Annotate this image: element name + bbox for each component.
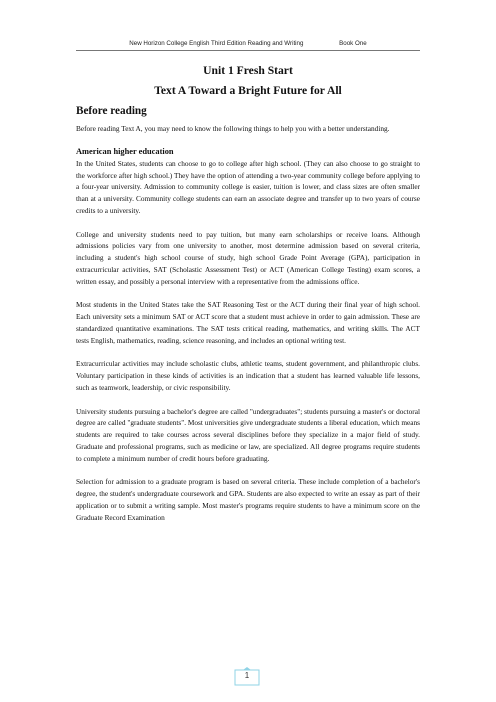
- page-number-badge-tab: [243, 667, 251, 670]
- paragraph-extracurricular: Extracurricular activities may include scholastic clubs, athletic teams, student government, and philanthropic clubs. Voluntary participation in these kinds of activities is an indication that a student has learned valuable life lessons, such as teamwork, leadership, or civic responsibility.: [76, 359, 420, 392]
- paragraph-degrees: University students pursuing a bachelor's degree are called "undergraduates"; students pursuing a master's or doctoral degree are called "graduate students". Most universities give undergraduate students a liberal education, which means students are required to take courses across several disciplines before they specialize in a major field of study. Graduate and professional programs, such as medicine or law, are specialized. All degree programs require students to complete a minimum number of credit hours before graduating.: [76, 406, 420, 463]
- before-reading-intro: Before reading Text A, you may need to know the following things to help you with a better understanding.: [76, 124, 390, 133]
- running-header-book-label: Book One: [339, 40, 367, 47]
- page-number: 1: [244, 671, 250, 680]
- american-higher-education-heading: American higher education: [76, 146, 174, 156]
- paragraph-graduate-admission: Selection for admission to a graduate program is based on several criteria. These include completion of a bachelor's degree, the student's undergraduate coursework and GPA. Students are also expected to write an essay as part of their application or to submit a writing sample. Most master's programs require students to have a minimum score on the Graduate Record Examination: [76, 477, 420, 522]
- paragraph-community-college: In the United States, students can choose to go to college after high school. (They can also choose to go straight to the workforce after high school.) They have the option of attending a two-year community college before applying to a four-year university. Admission to community college is easier, tuition is lower, and class sizes are often smaller than at a university. Community college students can earn an associate degree and transfer up to two years of course credits to a university.: [76, 158, 420, 215]
- running-header-book-title: New Horizon College English Third Edition Reading and Writing: [129, 40, 304, 47]
- running-header: [0, 40, 496, 47]
- paragraph-sat-act: Most students in the United States take the SAT Reasoning Test or the ACT during their final year of high school. Each university sets a minimum SAT or ACT score that a student must achieve in order to gain admission. These are standardized quantitative examinations. The SAT tests critical reading, mathematics, and writing skills. The ACT tests English, mathematics, reading, science reasoning, and includes an optional writing test.: [76, 300, 420, 345]
- header-divider: [76, 50, 420, 51]
- text-title: Text A Toward a Bright Future for All: [154, 84, 342, 97]
- paragraph-tuition-admissions: College and university students need to pay tuition, but many earn scholarships or receive loans. Although admissions policies vary from one university to another, most determine admission based on several criteria, including a student's high school course of study, high school Grade Point Average (GPA), participation in extracurricular activities, SAT (Scholastic Assessment Test) or ACT (American College Testing) exam scores, a written essay, and possibly a personal interview with a representative from the admissions office.: [76, 229, 420, 286]
- page-content: [76, 63, 420, 524]
- page-number-badge: [234, 667, 260, 687]
- before-reading-heading: Before reading: [76, 105, 147, 117]
- unit-title: Unit 1 Fresh Start: [203, 64, 293, 77]
